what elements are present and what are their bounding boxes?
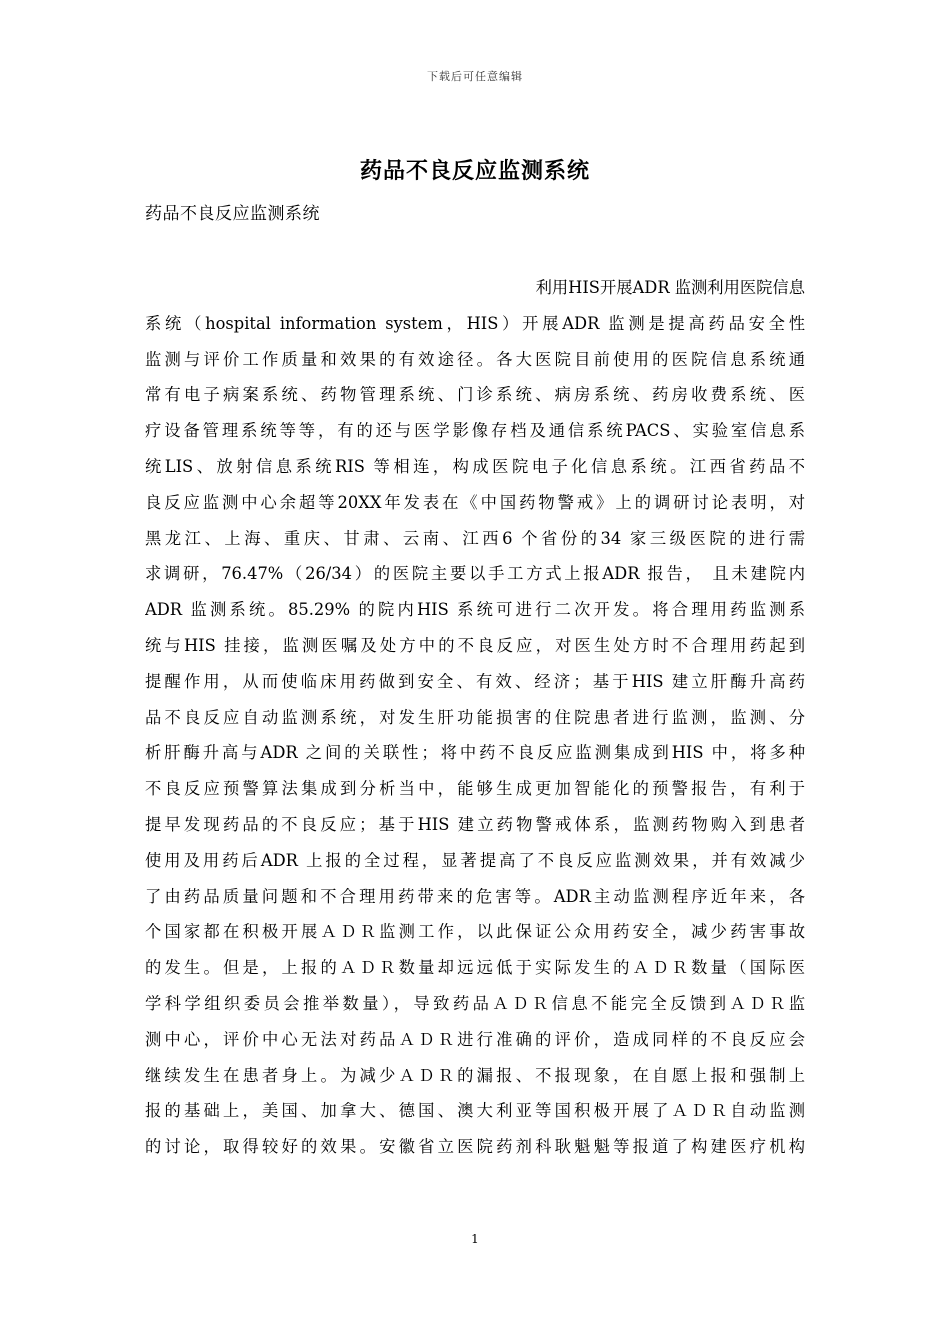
- body-line: 求调研，76.47%（26/34）的医院主要以手工方式上报ADR 报告， 且未建院内: [145, 564, 805, 584]
- body-line: 统与HIS 挂接，监测医嘱及处方中的不良反应，对医生处方时不合理用药起到: [145, 635, 805, 655]
- body-line: ADR 监测系统。85.29% 的院内HIS 系统可进行二次开发。将合理用药监测系: [145, 600, 805, 620]
- body-line: 个国家都在积极开展ＡＤＲ监测工作，以此保证公众用药安全，减少药害事故: [145, 922, 805, 942]
- body-line: 提醒作用，从而使临床用药做到安全、有效、经济；基于HIS 建立肝酶升高药: [145, 671, 805, 691]
- subtitle: 药品不良反应监测系统: [145, 204, 320, 224]
- body-line: 不良反应预警算法集成到分析当中，能够生成更加智能化的预警报告，有利于: [145, 779, 805, 799]
- body-line: 品不良反应自动监测系统，对发生肝功能损害的住院患者进行监测，监测、分: [145, 707, 805, 727]
- body-text: [145, 270, 805, 1165]
- body-line: 黑龙江、上海、重庆、甘肃、云南、江西6 个省份的34 家三级医院的进行需: [145, 528, 805, 548]
- body-line: 统LIS、放射信息系统RIS 等相连，构成医院电子化信息系统。江西省药品不: [145, 456, 805, 476]
- body-line: 测中心，评价中心无法对药品ＡＤＲ进行准确的评价，造成同样的不良反应会: [145, 1029, 805, 1049]
- header-note: 下载后可任意编辑: [427, 70, 523, 83]
- body-line: 使用及用药后ADR 上报的全过程，显著提高了不良反应监测效果，并有效减少: [145, 850, 805, 870]
- page-number: 1: [471, 1232, 479, 1246]
- body-line: 继续发生在患者身上。为减少ＡＤＲ的漏报、不报现象，在自愿上报和强制上: [145, 1065, 805, 1085]
- body-line: 常有电子病案系统、药物管理系统、门诊系统、病房系统、药房收费系统、医: [145, 385, 805, 405]
- body-line: 学科学组织委员会推举数量），导致药品ＡＤＲ信息不能完全反馈到ＡＤＲ监: [145, 993, 805, 1013]
- body-line: 疗设备管理系统等等，有的还与医学影像存档及通信系统PACS、实验室信息系: [145, 421, 805, 441]
- body-line: 利用HIS开展ADR 监测利用医院信息: [535, 278, 805, 297]
- body-line: 析肝酶升高与ADR 之间的关联性；将中药不良反应监测集成到HIS 中，将多种: [145, 743, 805, 763]
- page-title: 药品不良反应监测系统: [359, 158, 590, 184]
- body-line: 系统（hospital information system，HIS）开展ADR 监测是提高药品安全性: [145, 313, 805, 333]
- body-line: 的发生。但是，上报的ＡＤＲ数量却远远低于实际发生的ＡＤＲ数量（国际医: [145, 958, 805, 978]
- body-line: 良反应监测中心余超等20XX年发表在《中国药物警戒》上的调研讨论表明，对: [145, 492, 805, 512]
- body-line: 报的基础上，美国、加拿大、德国、澳大利亚等国积极开展了ＡＤＲ自动监测: [145, 1101, 805, 1121]
- body-line: 提早发现药品的不良反应；基于HIS 建立药物警戒体系，监测药物购入到患者: [145, 814, 805, 834]
- body-line: 了由药品质量问题和不合理用药带来的危害等。ADR主动监测程序近年来，各: [145, 886, 805, 906]
- body-line: 监测与评价工作质量和效果的有效途径。各大医院目前使用的医院信息系统通: [145, 349, 805, 369]
- body-line: 的讨论，取得较好的效果。安徽省立医院药剂科耿魁魁等报道了构建医疗机构: [145, 1137, 805, 1157]
